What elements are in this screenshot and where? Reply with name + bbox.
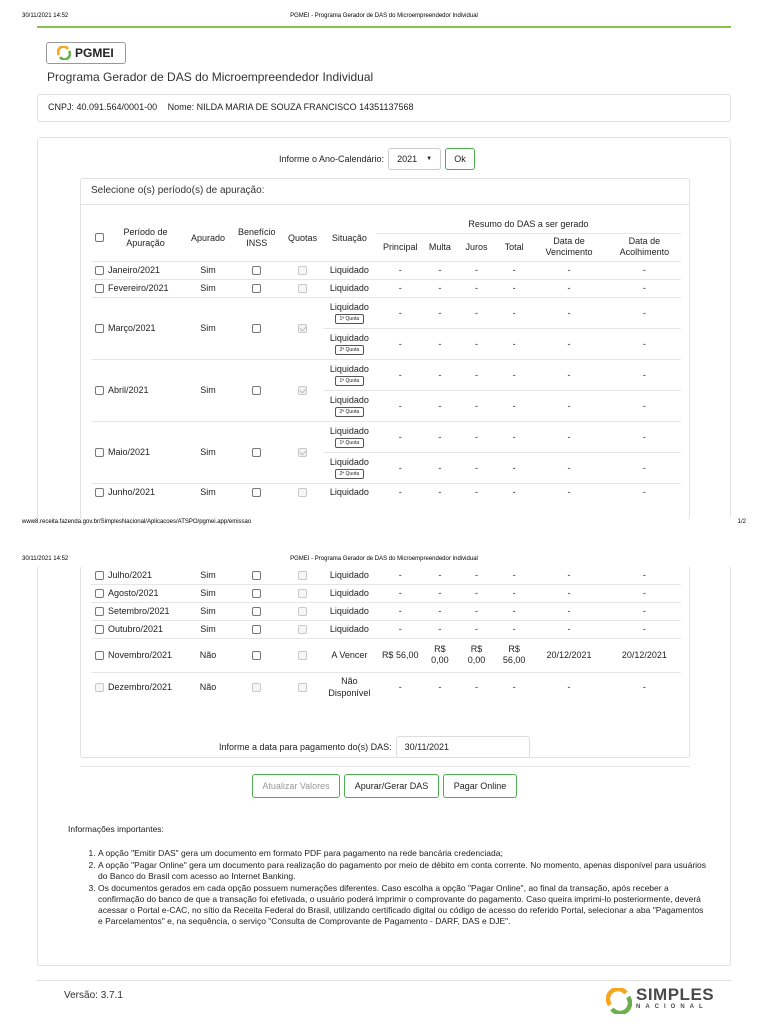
table-row: Junho/2021 Sim Liquidado - - - - - -	[91, 483, 681, 501]
row-checkbox[interactable]	[95, 571, 104, 580]
row-checkbox[interactable]	[95, 266, 104, 275]
pgmei-logo-button[interactable]	[46, 42, 126, 64]
beneficio-checkbox[interactable]	[252, 607, 261, 616]
apurado-cell: Sim	[185, 297, 232, 359]
apurado-cell: Não	[185, 638, 232, 672]
nome-text: Nome: NILDA MARIA DE SOUZA FRANCISCO 14351137568	[167, 102, 414, 112]
table-row: Março/2021 Sim Liquidado 1ª Quota - - - - - -	[91, 297, 681, 328]
divider	[80, 766, 690, 767]
quota-checkbox	[298, 683, 307, 692]
beneficio-checkbox[interactable]	[252, 324, 261, 333]
periodo-cell: Dezembro/2021	[108, 682, 173, 693]
situacao-cell: Liquidado	[323, 584, 376, 602]
beneficio-checkbox	[252, 683, 261, 692]
quota-checkbox	[298, 488, 307, 497]
periodo-cell: Maio/2021	[108, 446, 151, 457]
print-page-number: 1/2	[737, 519, 746, 525]
ano-label: Informe o Ano-Calendário:	[279, 154, 385, 164]
ok-button[interactable]: Ok	[445, 148, 475, 170]
simples-logo-icon	[57, 46, 71, 60]
periodo-panel-continued	[80, 566, 690, 758]
periodo-table	[91, 215, 681, 501]
quota-checkbox	[298, 386, 307, 395]
table-row: Setembro/2021 Sim Liquidado - - - - - -	[91, 602, 681, 620]
quota-checkbox	[298, 625, 307, 634]
beneficio-checkbox[interactable]	[252, 488, 261, 497]
table-row: Fevereiro/2021 Sim Liquidado - - - - - -	[91, 279, 681, 297]
periodo-cell: Julho/2021	[108, 569, 153, 580]
situacao-cell: Liquidado	[329, 456, 369, 467]
apurado-cell: Sim	[185, 483, 232, 501]
logo-label: PGMEI	[75, 46, 114, 60]
cnpj-text: CNPJ: 40.091.564/0001-00	[48, 102, 158, 112]
situacao-cell: Liquidado	[323, 261, 376, 279]
beneficio-checkbox[interactable]	[252, 625, 261, 634]
situacao-cell: Liquidado	[329, 363, 369, 374]
taxpayer-info	[37, 94, 731, 122]
table-row	[91, 638, 681, 672]
table-row: Janeiro/2021 Sim Liquidado - - - - - -	[91, 261, 681, 279]
situacao-cell: Liquidado	[329, 394, 369, 405]
print-title: PGMEI - Programa Gerador de DAS do Microempreendedor Individual	[290, 556, 478, 562]
periodo-cell: Fevereiro/2021	[108, 282, 169, 293]
print-datetime: 30/11/2021 14:52	[22, 13, 69, 19]
main-card	[37, 137, 731, 519]
situacao-cell: Liquidado	[323, 279, 376, 297]
table-row: Julho/2021 Sim Liquidado - - - - - -	[91, 566, 681, 584]
info-title: Informações importantes:	[68, 824, 164, 834]
info-item: 1. A opção "Emitir DAS" gera um documento em formato PDF para pagamento na rede bancária credenciada;	[98, 848, 708, 859]
row-checkbox[interactable]	[95, 284, 104, 293]
apurado-header: Apurado	[190, 232, 225, 243]
quota-badge: 2ª Quota	[335, 345, 365, 355]
principal-header: Principal	[382, 242, 418, 252]
principal-cell: R$ 56,00	[376, 638, 425, 672]
ano-calendario-row	[279, 148, 475, 170]
juros-header: Juros	[465, 242, 488, 252]
table-row: Liquidado 2ª Quota - - - - - -	[91, 452, 681, 483]
row-checkbox[interactable]	[95, 324, 104, 333]
beneficio-checkbox[interactable]	[252, 386, 261, 395]
row-checkbox[interactable]	[95, 625, 104, 634]
table-row: Liquidado 2ª Quota - - - - - -	[91, 328, 681, 359]
info-item: 3. Os documentos gerados em cada opção possuem numerações diferentes. Caso escolha a opção "Pagar Online", ao final da transação, após receber a confirmação do banco de que a transação foi efetivada, o usuário poderá imprimir o comprovante do pagamento. Caso queira imprimi-lo posteriormente, deverá acessar o Portal e-CAC, no sítio da Receita Federal do Brasil, utilizando certificado digital ou código de acesso do referido Portal, selecionar a aba "Pagamentos e Parcelamentos" e, na sequência, o serviço "Consulta de Comprovante de Pagamento - DARF, DAS e DJE".	[98, 883, 708, 927]
situacao-cell: Liquidado	[323, 483, 376, 501]
situacao-cell: Liquidado	[329, 425, 369, 436]
periodo-header	[91, 215, 185, 261]
situacao-cell: A Vencer	[323, 638, 376, 672]
periodo-col-label: Período de Apuração	[123, 226, 168, 248]
caret-down-icon: ▼	[426, 156, 433, 162]
row-checkbox[interactable]	[95, 589, 104, 598]
table-row: Abril/2021 Sim Liquidado 1ª Quota - - - - - -	[91, 359, 681, 390]
apurado-cell: Sim	[185, 261, 232, 279]
quota-checkbox	[298, 651, 307, 660]
situacao-cell: Liquidado	[323, 620, 376, 638]
periodo-cell: Junho/2021	[108, 487, 156, 498]
total-cell: R$ 56,00	[498, 638, 531, 672]
page-subtitle: Programa Gerador de DAS do Microempreendedor Individual	[47, 70, 374, 84]
periodo-cell: Janeiro/2021	[108, 264, 161, 275]
ano-select[interactable]	[388, 148, 441, 170]
total-header: Total	[504, 242, 524, 252]
print-title: PGMEI - Programa Gerador de DAS do Microempreendedor Individual	[290, 13, 478, 19]
apurar-gerar-das-button[interactable]: Apurar/Gerar DAS	[344, 774, 439, 798]
brand-subname: NACIONAL	[636, 1004, 708, 1010]
quota-badge: 1ª Quota	[335, 376, 365, 386]
situacao-cell: Liquidado	[329, 569, 369, 580]
atualizar-valores-button[interactable]: Atualizar Valores	[252, 774, 340, 798]
beneficio-checkbox[interactable]	[252, 571, 261, 580]
quota-badge: 2ª Quota	[335, 407, 365, 417]
periodo-panel	[80, 178, 690, 520]
quota-badge: 1ª Quota	[335, 438, 365, 448]
situacao-cell: Liquidado	[329, 332, 369, 343]
quota-checkbox	[298, 324, 307, 333]
table-row: Agosto/2021 Sim Liquidado - - - - - -	[91, 584, 681, 602]
periodo-cell: Novembro/2021	[108, 649, 173, 660]
simples-nacional-logo	[606, 985, 715, 1014]
quota-checkbox	[298, 571, 307, 580]
row-checkbox[interactable]	[95, 488, 104, 497]
brand-name: SIMPLES	[636, 985, 715, 1004]
data-pagamento-label: Informe a data para pagamento do(s) DAS:	[219, 742, 392, 752]
resumo-header: Resumo do DAS a ser gerado	[376, 215, 681, 233]
quota-checkbox	[298, 607, 307, 616]
action-buttons	[252, 774, 521, 798]
acolhimento-header: Data de Acolhimento	[619, 236, 670, 257]
row-checkbox	[95, 683, 104, 692]
apurado-cell: Sim	[185, 359, 232, 421]
beneficio-checkbox[interactable]	[252, 589, 261, 598]
periodo-heading: Selecione o(s) período(s) de apuração:	[81, 179, 689, 205]
acolhimento-cell: 20/12/2021	[608, 638, 681, 672]
beneficio-checkbox[interactable]	[252, 266, 261, 275]
header-divider	[37, 26, 731, 28]
simples-nacional-icon	[606, 988, 632, 1014]
beneficio-checkbox[interactable]	[252, 284, 261, 293]
periodo-cell: Agosto/2021	[108, 587, 159, 598]
apurado-cell: Sim	[200, 569, 216, 580]
beneficio-checkbox[interactable]	[252, 651, 261, 660]
apurado-cell: Sim	[185, 584, 232, 602]
situacao-cell: Liquidado	[323, 602, 376, 620]
info-item: 2. A opção "Pagar Online" gera um documento para realização do pagamento por meio de débito em conta corrente. No momento, apenas disponível para usuários do Banco do Brasil com acesso ao Internet Banking.	[98, 860, 708, 882]
quota-checkbox	[298, 448, 307, 457]
footer-divider	[37, 980, 731, 981]
select-all-checkbox[interactable]	[95, 233, 104, 242]
table-row: Outubro/2021 Sim Liquidado - - - - - -	[91, 620, 681, 638]
multa-cell: R$ 0,00	[425, 638, 456, 672]
row-checkbox[interactable]	[95, 448, 104, 457]
vencimento-header: Data de Vencimento	[545, 236, 593, 257]
apurado-cell: Sim	[185, 421, 232, 483]
quota-checkbox	[298, 589, 307, 598]
juros-cell: R$ 0,00	[455, 638, 498, 672]
multa-header: Multa	[428, 242, 451, 252]
beneficio-header: Benefício INSS	[238, 226, 276, 248]
apurado-cell: Não	[185, 672, 232, 702]
situacao-cell: Não Disponível	[323, 672, 376, 702]
periodo-cell: Setembro/2021	[108, 605, 170, 616]
table-row: Liquidado 2ª Quota - - - - - -	[91, 390, 681, 421]
periodo-cell: Outubro/2021	[108, 623, 164, 634]
ano-selected: 2021	[397, 154, 418, 164]
version-text: Versão: 3.7.1	[64, 990, 123, 1001]
quota-checkbox	[298, 266, 307, 275]
table-row: Dezembro/2021 Não Não Disponível - - - - - -	[91, 672, 681, 702]
row-checkbox[interactable]	[95, 607, 104, 616]
row-checkbox[interactable]	[95, 386, 104, 395]
quota-badge: 2ª Quota	[335, 469, 365, 479]
quota-badge: 1ª Quota	[335, 314, 365, 324]
row-checkbox[interactable]	[95, 651, 104, 660]
beneficio-checkbox[interactable]	[252, 448, 261, 457]
apurado-cell: Sim	[185, 620, 232, 638]
info-list	[98, 848, 708, 927]
situacao-cell: Liquidado	[329, 301, 369, 312]
print-url: www8.receita.fazenda.gov.br/SimplesNacional/Aplicacoes/ATSPO/pgmei.app/emissao	[22, 519, 252, 525]
apurado-cell: Sim	[185, 279, 232, 297]
periodo-cell: Abril/2021	[108, 384, 149, 395]
data-pagamento-row	[219, 736, 530, 758]
apurado-cell: Sim	[185, 602, 232, 620]
informacoes-importantes	[68, 824, 708, 928]
situacao-header: Situação	[331, 232, 367, 243]
pagar-online-button[interactable]: Pagar Online	[443, 774, 517, 798]
print-datetime: 30/11/2021 14:52	[22, 556, 69, 562]
quota-checkbox	[298, 284, 307, 293]
print-header	[22, 13, 746, 25]
quotas-header: Quotas	[288, 232, 318, 243]
periodo-table-continued	[91, 566, 681, 702]
periodo-cell: Março/2021	[108, 322, 156, 333]
vencimento-cell: 20/12/2021	[530, 638, 607, 672]
data-pagamento-input[interactable]: 30/11/2021	[396, 736, 530, 758]
table-row: Maio/2021 Sim Liquidado 1ª Quota - - - - - -	[91, 421, 681, 452]
